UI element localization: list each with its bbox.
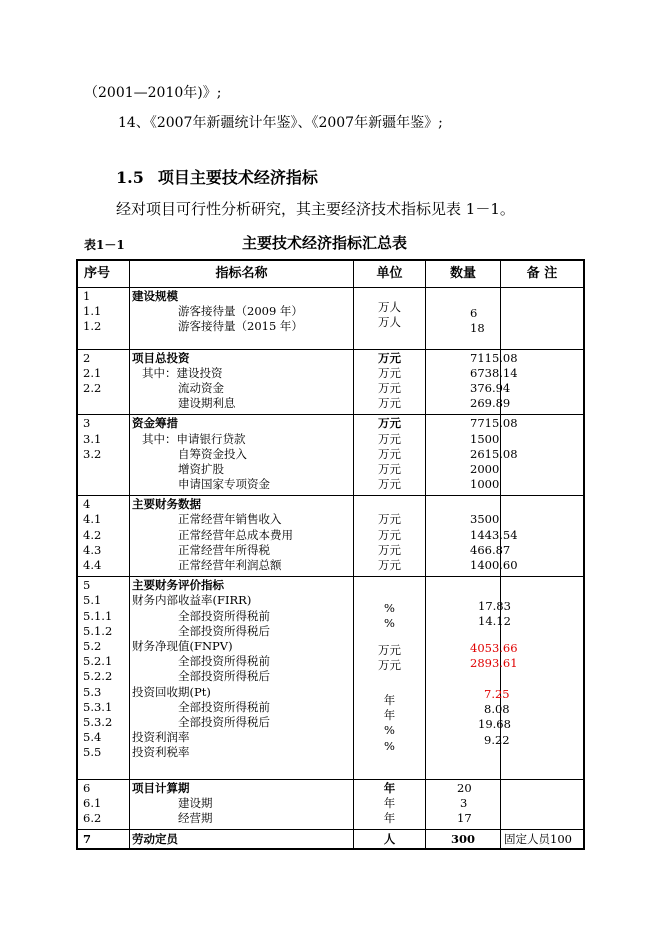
- unit-cell: 人: [354, 830, 426, 850]
- indicator-table: [76, 259, 585, 850]
- unit-cell: 万元 万元 万元 万元: [354, 496, 426, 577]
- unit-cell: % % 万元 万元 年 年 % %: [354, 577, 426, 779]
- table-row-group-4: [77, 496, 584, 577]
- value-cell: 300: [426, 830, 501, 850]
- table-row-group-6: [77, 779, 584, 830]
- value-cell: 3500 1443.54 466.87 1400.60: [426, 496, 501, 577]
- table-title: 主要技术经济指标汇总表: [242, 234, 408, 252]
- value-cell: 6 18: [426, 288, 501, 350]
- section-heading: [116, 165, 318, 188]
- header-name: 指标名称: [130, 260, 354, 288]
- table-row-group-1: [77, 288, 584, 350]
- fnpv-post-tax-value: 2893.61: [470, 655, 518, 670]
- header-unit: 单位: [354, 260, 426, 288]
- remark-cell: 固定人员100: [501, 830, 585, 850]
- remark-cell: [501, 779, 585, 830]
- seq-cell: 4 4.1 4.2 4.3 4.4: [77, 496, 130, 577]
- header-qty: 数量: [426, 260, 501, 288]
- seq-cell: 7: [77, 830, 130, 850]
- seq-cell: 6 6.1 6.2: [77, 779, 130, 830]
- remark-cell: [501, 577, 585, 779]
- table-row-group-3: [77, 415, 584, 496]
- paragraph-line-3: 经对项目可行性分析研究，其主要经济技术指标见表 1－1。: [116, 200, 515, 218]
- section-heading-text: 项目主要技术经济指标: [157, 168, 318, 187]
- name-cell: 劳动定员: [130, 830, 354, 850]
- table-header-row: [77, 260, 584, 288]
- name-cell: 主要财务评价指标 财务内部收益率(FIRR) 全部投资所得税前 全部投资所得税后 财务净现值(FNPV) 全部投资所得税前 全部投资所得税后 投资回收期(Pt) 全部投资所得税前 全部投资所得税后 投资利润率 投资利税率: [130, 577, 354, 779]
- name-cell: 建设规模 游客接待量（2009 年） 游客接待量（2015 年）: [130, 288, 354, 350]
- table-row-group-2: [77, 349, 584, 415]
- fnpv-pre-tax-value: 4053.66: [470, 640, 518, 655]
- value-cell: 7715.08 1500 2615.08 2000 1000: [426, 415, 501, 496]
- unit-cell: 万人 万人: [354, 288, 426, 350]
- unit-cell: 万元 万元 万元 万元 万元: [354, 415, 426, 496]
- seq-cell: 2 2.1 2.2: [77, 349, 130, 415]
- table-row-labor: [77, 830, 584, 850]
- value-cell: 17.83 14.12 4053.66 2893.61 7.25 8.08 19.68 9.22: [426, 577, 501, 779]
- name-cell: 主要财务数据 正常经营年销售收入 正常经营年总成本费用 正常经营年所得税 正常经营年利润总额: [130, 496, 354, 577]
- seq-cell: 5 5.1 5.1.1 5.1.2 5.2 5.2.1 5.2.2 5.3 5.3.1 5.3.2 5.4 5.5: [77, 577, 130, 779]
- seq-cell: 1 1.1 1.2: [77, 288, 130, 350]
- name-cell: 项目计算期 建设期 经营期: [130, 779, 354, 830]
- unit-cell: 万元 万元 万元 万元: [354, 349, 426, 415]
- table-label: 表1－1: [84, 238, 125, 252]
- unit-cell: 年 年 年: [354, 779, 426, 830]
- paragraph-line-2: 14、《2007年新疆统计年鉴》、《2007年新疆年鉴》;: [118, 115, 443, 131]
- table-row-group-5: [77, 577, 584, 779]
- payback-pre-tax-value: 7.25: [484, 686, 510, 701]
- paragraph-line-1: （2001—2010年)》;: [84, 85, 222, 101]
- seq-cell: 3 3.1 3.2: [77, 415, 130, 496]
- name-cell: 资金筹措 其中：申请银行贷款 自筹资金投入 增资扩股 申请国家专项资金: [130, 415, 354, 496]
- value-cell: 20 3 17: [426, 779, 501, 830]
- name-cell: 项目总投资 其中：建设投资 流动资金 建设期利息: [130, 349, 354, 415]
- section-heading-number: 1.5: [116, 168, 144, 187]
- header-seq: 序号: [77, 260, 130, 288]
- header-remark: 备 注: [501, 260, 585, 288]
- remark-cell: [501, 288, 585, 350]
- value-cell: 7115.08 6738.14 376.94 269.89: [426, 349, 501, 415]
